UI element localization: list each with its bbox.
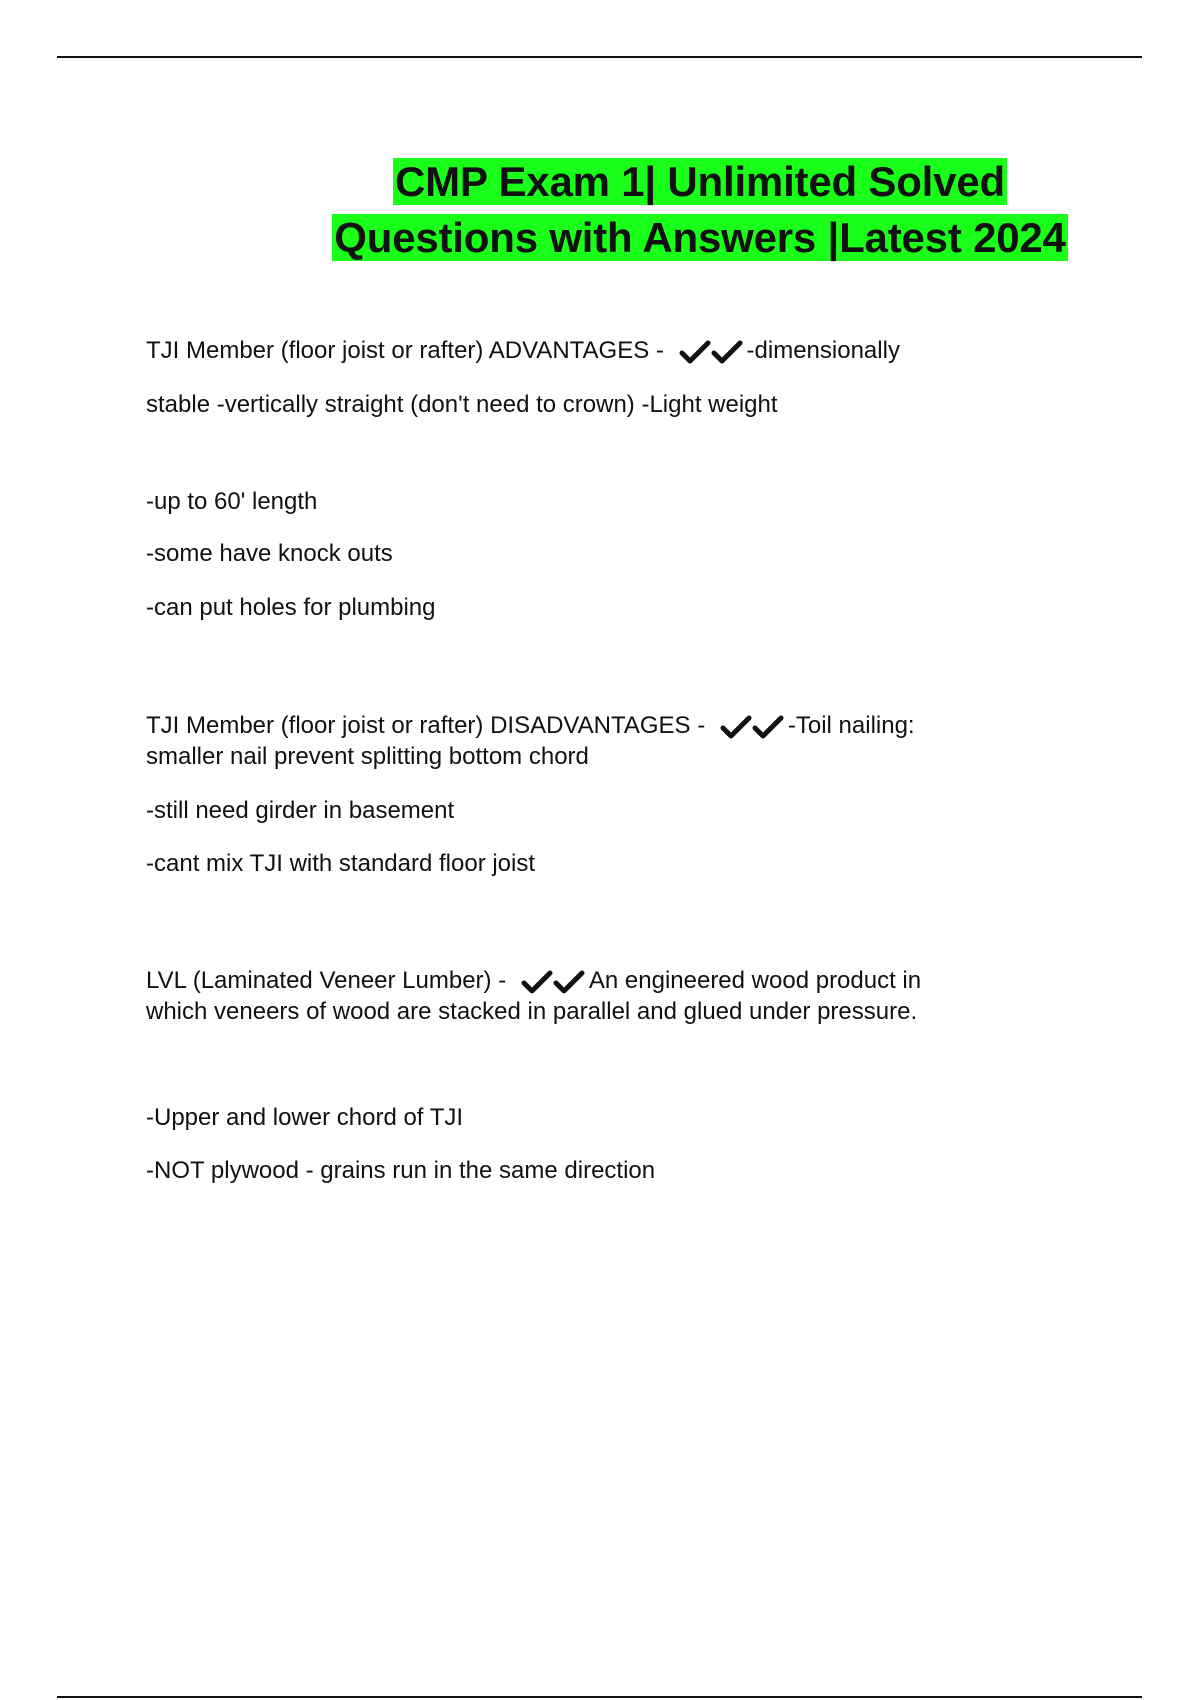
entry-tji-disadvantages bbox=[146, 711, 1006, 772]
entry-answer: -dimensionally bbox=[746, 337, 900, 364]
check-icon bbox=[720, 715, 752, 739]
check-icon bbox=[711, 340, 743, 364]
note-item: -still need girder in basement bbox=[146, 797, 455, 824]
answer-marks bbox=[521, 967, 585, 997]
entry-answer-cont: which veneers of wood are stacked in parallel and glued under pressure. bbox=[146, 997, 918, 1025]
entry-term: TJI Member (floor joist or rafter) ADVANTAGES - bbox=[146, 337, 671, 364]
bottom-rule bbox=[57, 1696, 1142, 1698]
entry-answer-continued bbox=[146, 390, 1006, 420]
check-icon bbox=[553, 970, 585, 994]
entry-note bbox=[146, 539, 1006, 569]
entry-note bbox=[146, 593, 1006, 623]
entry-note bbox=[146, 1103, 1006, 1133]
entry-term-line bbox=[146, 336, 1006, 367]
note-item: -can put holes for plumbing bbox=[146, 594, 436, 621]
title-line-1: CMP Exam 1| Unlimited Solved bbox=[395, 158, 1005, 205]
answer-marks bbox=[720, 712, 784, 742]
entry-term-line bbox=[146, 711, 1006, 742]
entry-term: LVL (Laminated Veneer Lumber) - bbox=[146, 967, 513, 994]
note-item: -some have knock outs bbox=[146, 540, 393, 567]
entry-note bbox=[146, 849, 1006, 879]
entry-note bbox=[146, 1156, 1006, 1186]
note-item: -cant mix TJI with standard floor joist bbox=[146, 850, 536, 877]
entry-term-line bbox=[146, 966, 1006, 997]
check-icon bbox=[679, 340, 711, 364]
entry-answer-cont: smaller nail prevent splitting bottom chord bbox=[146, 742, 589, 770]
entry-lvl bbox=[146, 966, 1006, 1027]
note-item: -Upper and lower chord of TJI bbox=[146, 1104, 464, 1131]
entry-term: TJI Member (floor joist or rafter) DISADVANTAGES - bbox=[146, 712, 712, 739]
check-icon bbox=[752, 715, 784, 739]
entry-answer: -Toil nailing: bbox=[787, 712, 915, 739]
entry-answer: An engineered wood product in bbox=[588, 967, 922, 994]
entry-tji-advantages bbox=[146, 336, 1006, 367]
entry-answer-cont: stable -vertically straight (don't need to crown) -Light weight bbox=[146, 391, 778, 418]
answer-marks bbox=[679, 337, 743, 367]
top-rule bbox=[57, 56, 1142, 58]
entry-note bbox=[146, 796, 1006, 826]
title-line-2: Questions with Answers |Latest 2024 bbox=[334, 214, 1066, 261]
note-item: -NOT plywood - grains run in the same direction bbox=[146, 1157, 656, 1184]
page-title bbox=[320, 154, 1080, 266]
check-icon bbox=[521, 970, 553, 994]
entry-note bbox=[146, 487, 1006, 517]
note-item: -up to 60' length bbox=[146, 488, 318, 515]
